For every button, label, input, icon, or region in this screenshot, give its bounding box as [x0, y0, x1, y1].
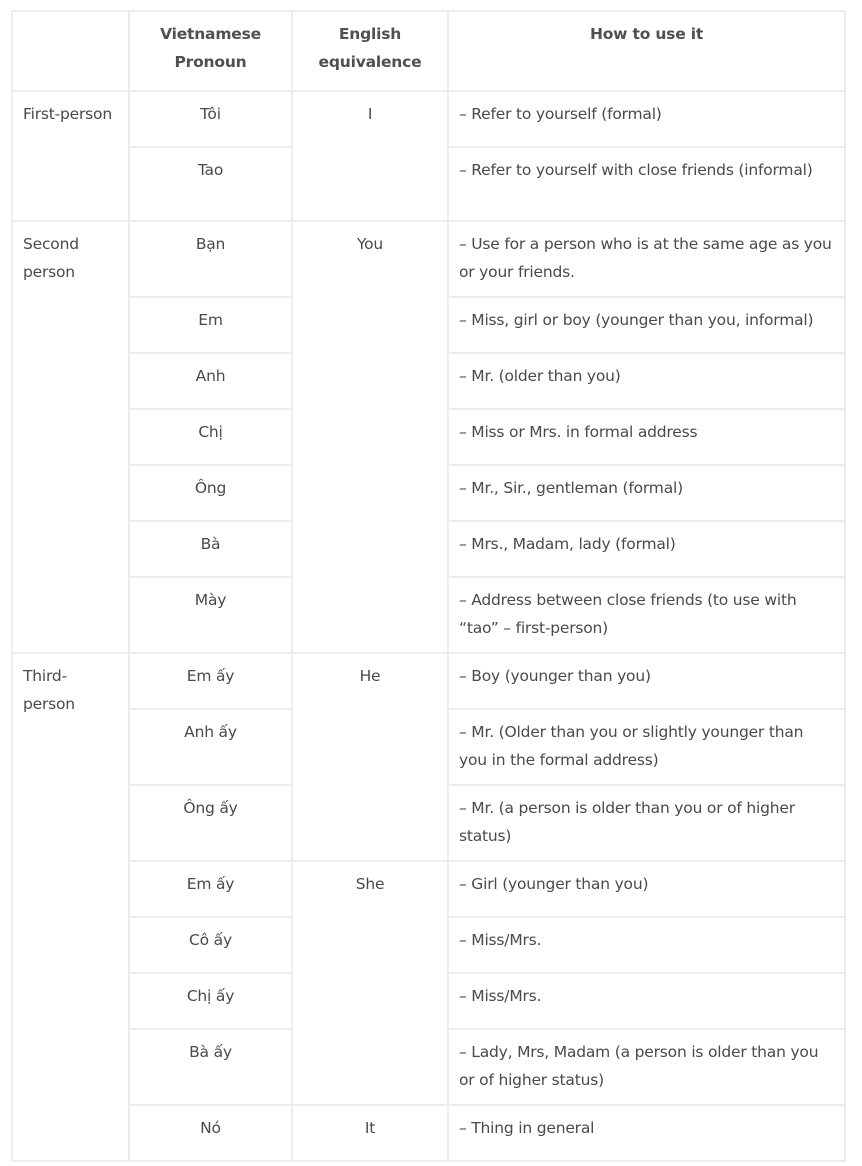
- table-body: [12, 91, 845, 1161]
- pronoun-cell: Anh: [129, 353, 292, 409]
- pronoun-cell: Em: [129, 297, 292, 353]
- pronoun-cell: Ông ấy: [129, 785, 292, 861]
- table-row: [12, 653, 845, 709]
- english-cell: I: [292, 91, 448, 221]
- usage-cell: – Boy (younger than you): [448, 653, 845, 709]
- usage-cell: – Mr. (a person is older than you or of higher status): [448, 785, 845, 861]
- table-row: [12, 221, 845, 297]
- usage-cell: – Mr. (Older than you or slightly younger than you in the formal address): [448, 709, 845, 785]
- usage-cell: – Use for a person who is at the same age as you or your friends.: [448, 221, 845, 297]
- table-header: [12, 11, 845, 91]
- usage-cell: – Address between close friends (to use with “tao” – first-person): [448, 577, 845, 653]
- usage-cell: – Miss/Mrs.: [448, 973, 845, 1029]
- header-vietnamese-pronoun: Vietnamese Pronoun: [129, 11, 292, 91]
- pronoun-cell: Chị: [129, 409, 292, 465]
- person-cell: Third-person: [12, 653, 129, 1161]
- usage-cell: – Mr., Sir., gentleman (formal): [448, 465, 845, 521]
- usage-cell: – Girl (younger than you): [448, 861, 845, 917]
- pronoun-cell: Chị ấy: [129, 973, 292, 1029]
- usage-cell: – Miss/Mrs.: [448, 917, 845, 973]
- pronoun-cell: Bạn: [129, 221, 292, 297]
- usage-cell: – Mrs., Madam, lady (formal): [448, 521, 845, 577]
- usage-cell: – Mr. (older than you): [448, 353, 845, 409]
- pronoun-cell: Tôi: [129, 91, 292, 147]
- english-cell: He: [292, 653, 448, 861]
- header-english-equivalence: English equivalence: [292, 11, 448, 91]
- pronoun-cell: Em ấy: [129, 653, 292, 709]
- usage-cell: – Lady, Mrs, Madam (a person is older than you or of higher status): [448, 1029, 845, 1105]
- header-row: [12, 11, 845, 91]
- pronoun-cell: Anh ấy: [129, 709, 292, 785]
- english-cell: She: [292, 861, 448, 1105]
- usage-cell: – Refer to yourself with close friends (informal): [448, 147, 845, 221]
- person-cell: Second person: [12, 221, 129, 653]
- pronoun-cell: Bà: [129, 521, 292, 577]
- table-row: [12, 861, 845, 917]
- header-how-to-use: How to use it: [448, 11, 845, 91]
- header-person: [12, 11, 129, 91]
- usage-cell: – Miss, girl or boy (younger than you, informal): [448, 297, 845, 353]
- pronoun-cell: Tao: [129, 147, 292, 221]
- pronoun-cell: Mày: [129, 577, 292, 653]
- usage-cell: – Thing in general: [448, 1105, 845, 1161]
- table-row: [12, 91, 845, 147]
- pronoun-cell: Em ấy: [129, 861, 292, 917]
- usage-cell: – Refer to yourself (formal): [448, 91, 845, 147]
- person-cell: First-person: [12, 91, 129, 221]
- pronoun-cell: Nó: [129, 1105, 292, 1161]
- pronoun-cell: Ông: [129, 465, 292, 521]
- pronoun-table: [11, 10, 846, 1162]
- pronoun-cell: Cô ấy: [129, 917, 292, 973]
- english-cell: It: [292, 1105, 448, 1161]
- english-cell: You: [292, 221, 448, 653]
- usage-cell: – Miss or Mrs. in formal address: [448, 409, 845, 465]
- table-row: [12, 1105, 845, 1161]
- pronoun-cell: Bà ấy: [129, 1029, 292, 1105]
